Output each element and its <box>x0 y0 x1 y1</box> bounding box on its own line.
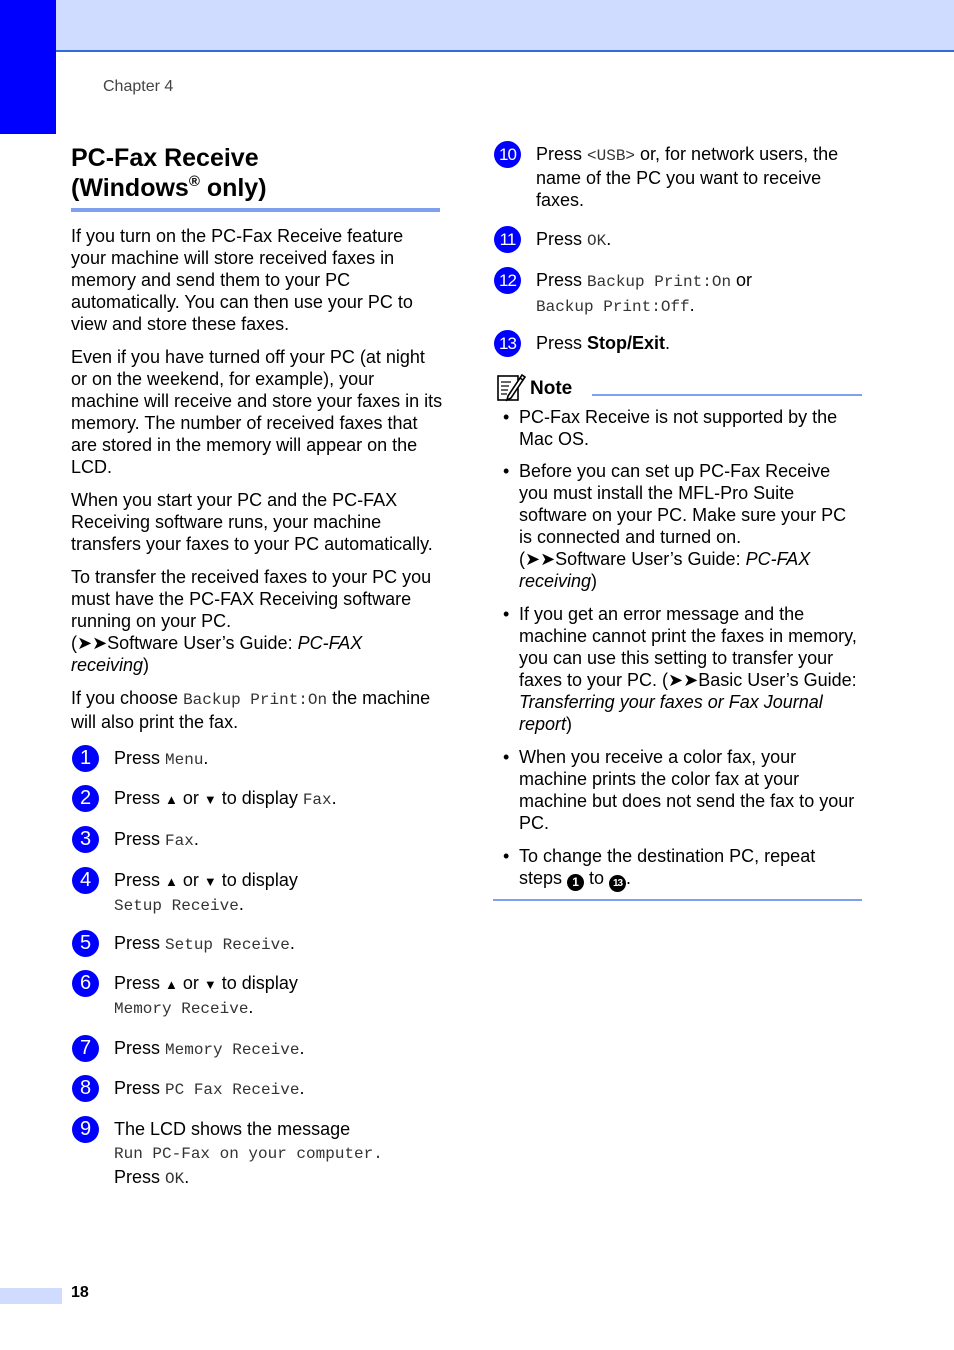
bullet-dot: • <box>503 461 510 481</box>
bullet-dot: • <box>503 846 510 866</box>
top-band <box>0 0 954 52</box>
step-ref-badge: 1 <box>567 874 584 891</box>
intro-paragraph-1: If you turn on the PC-Fax Receive feature your machine will store received faxes in memory and send them to your PC automatically. You can then use your PC to view and store these faxes. <box>71 226 413 334</box>
step-number-badge: 8 <box>72 1075 99 1102</box>
page-number: 18 <box>71 1284 89 1301</box>
chapter-tab-marker <box>0 0 56 134</box>
down-arrow-icon: ▼ <box>203 977 217 992</box>
step-number-badge: 3 <box>72 826 99 853</box>
note-title: Note <box>530 378 573 399</box>
intro-paragraph-2: Even if you have turned off your PC (at night or on the weekend, for example), your machine will receive and store your faxes in its memory. The number of received faxes that are stored in the memory will appear on the LCD. <box>71 347 443 477</box>
section-heading <box>71 143 440 203</box>
step-number-badge: 10 <box>494 141 521 168</box>
page-number-bar <box>0 1288 62 1304</box>
up-arrow-icon: ▲ <box>165 977 178 992</box>
note-bottom-rule <box>493 899 862 901</box>
down-arrow-icon: ▼ <box>203 792 217 807</box>
step-ref-badge: 13 <box>609 875 626 892</box>
chapter-label: Chapter 4 <box>103 78 174 95</box>
step-number-badge: 7 <box>72 1035 99 1062</box>
down-arrow-icon: ▼ <box>203 874 217 889</box>
step-number-badge: 13 <box>494 330 521 357</box>
step-number-badge: 12 <box>494 267 521 294</box>
intro-paragraph-3: When you start your PC and the PC-FAX Receiving software runs, your machine transfers your faxes to your PC automatically. <box>71 490 433 554</box>
step-number-badge: 4 <box>72 867 99 894</box>
note-pencil-icon <box>496 372 526 402</box>
note-header <box>496 372 862 402</box>
bullet-dot: • <box>503 407 510 427</box>
step-number-badge: 5 <box>72 930 99 957</box>
step-number-badge: 2 <box>72 785 99 812</box>
heading-line-1: PC-Fax Receive <box>71 144 259 172</box>
bullet-dot: • <box>503 604 510 624</box>
step-number-badge: 11 <box>494 226 521 253</box>
note-top-rule <box>592 394 862 396</box>
registered-mark: ® <box>188 173 200 190</box>
step-number-badge: 1 <box>72 745 99 772</box>
heading-line-2: (Windows® only) <box>71 173 267 202</box>
step-number-badge: 9 <box>72 1116 99 1143</box>
up-arrow-icon: ▲ <box>165 874 178 889</box>
intro-paragraph-4: To transfer the received faxes to your PC you must have the PC-FAX Receiving software running on your PC. (➤➤Software User’s Guide: PC-FAX receiving) <box>71 567 432 675</box>
step-number-badge: 6 <box>72 970 99 997</box>
intro-paragraph-5: If you choose Backup Print:On the machine will also print the fax. <box>71 688 431 732</box>
bullet-dot: • <box>503 747 510 767</box>
up-arrow-icon: ▲ <box>165 792 178 807</box>
heading-underline <box>71 208 440 212</box>
